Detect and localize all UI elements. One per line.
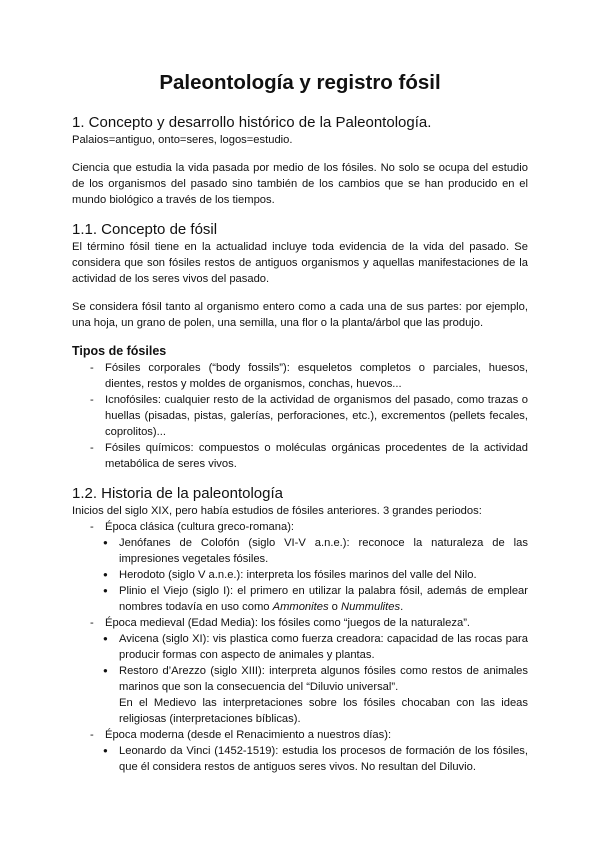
fossil-types-list (72, 360, 528, 472)
term-ammonites: Ammonites (272, 601, 329, 613)
plinio-end: . (400, 601, 404, 613)
list-item: ● Avicena (siglo XI): vis plastica como fuerza creadora: capacidad de las rocas para producir formas con aspecto de animales y plantas. (72, 631, 528, 663)
period-label: Época clásica (cultura greco-romana): (105, 521, 295, 533)
period-label: Época moderna (desde el Renacimiento a nuestros días): (105, 729, 392, 741)
list-item: - Fósiles corporales (“body fossils”): esqueletos completos o parciales, huesos, dientes, restos y moldes de organismos, conchas, huevos... (72, 360, 528, 392)
period-modern (72, 727, 528, 775)
period-classical (72, 519, 528, 615)
period-label: Época medieval (Edad Media): los fósiles como “juegos de la naturaleza”. (105, 617, 471, 629)
history-periods-list (72, 519, 528, 775)
modern-authors-list (72, 743, 528, 775)
medieval-authors-list (72, 631, 528, 727)
medieval-note: En el Medievo las interpretaciones sobre los fósiles chocaban con las ideas religiosas (interpretaciones bíblicas). (119, 697, 528, 725)
fossil-parts-paragraph: Se considera fósil tanto al organismo entero como a cada una de sus partes: por ejemplo, una hoja, un grano de polen, una semilla, una flor o la planta/árbol que las produjo. (72, 301, 528, 329)
list-item: ● Leonardo da Vinci (1452-1519): estudia los procesos de formación de los fósiles, que él considera restos de antiguos seres vivos. No resultan del Diluvio. (72, 743, 528, 775)
fossil-concept-paragraph: El término fósil tiene en la actualidad incluye toda evidencia de la vida del pasado. Se considera que son fósiles restos de antiguos organismos y aquellas manifestaciones de la actividad de los seres vivos del pasado. (72, 241, 528, 285)
list-item: ● Herodoto (siglo V a.n.e.): interpreta los fósiles marinos del valle del Nilo. (72, 567, 528, 583)
list-item: - Fósiles químicos: compuestos o moléculas orgánicas procedentes de la actividad metabólica de seres vivos. (72, 440, 528, 472)
document-title: Paleontología y registro fósil (159, 71, 441, 94)
fossil-types-heading: Tipos de fósiles (72, 344, 167, 358)
term-nummulites: Nummulites (341, 601, 401, 613)
document-page (72, 70, 528, 775)
section-1-2-heading: 1.2. Historia de la paleontología (72, 485, 283, 502)
period-medieval (72, 615, 528, 727)
list-item: ● Jenófanes de Colofón (siglo VI-V a.n.e.): reconoce la naturaleza de las impresiones vegetales fósiles. (72, 535, 528, 567)
classical-authors-list (72, 535, 528, 615)
list-item (72, 583, 528, 615)
section-1-heading: 1. Concepto y desarrollo histórico de la Paleontología. (72, 114, 432, 131)
plinio-text: Plinio el Viejo (siglo I): el primero en utilizar la palabra fósil, además de emplear nombres todavía en uso como (119, 585, 528, 613)
plinio-connector: o (328, 601, 342, 613)
etymology-text: Palaios=antiguo, onto=seres, logos=estudio. (72, 134, 293, 146)
list-item: ● Restoro d’Arezzo (siglo XIII): interpreta algunos fósiles como restos de animales marinos que son la consecuencia del “Diluvio universal”. (72, 663, 528, 695)
definition-paragraph: Ciencia que estudia la vida pasada por medio de los fósiles. No solo se ocupa del estudio de los organismos del pasado sino también de los cambios que se han producido en el mundo biológico a través de los tiempos. (72, 162, 528, 206)
list-item: - Icnofósiles: cualquier resto de la actividad de organismos del pasado, como trazas o huellas (pisadas, pistas, galerías, perforaciones, etc.), excrementos (pellets fecales, coprolitos)... (72, 392, 528, 440)
history-intro: Inicios del siglo XIX, pero había estudios de fósiles anteriores. 3 grandes periodos: (72, 505, 482, 517)
section-1-1-heading: 1.1. Concepto de fósil (72, 221, 218, 238)
